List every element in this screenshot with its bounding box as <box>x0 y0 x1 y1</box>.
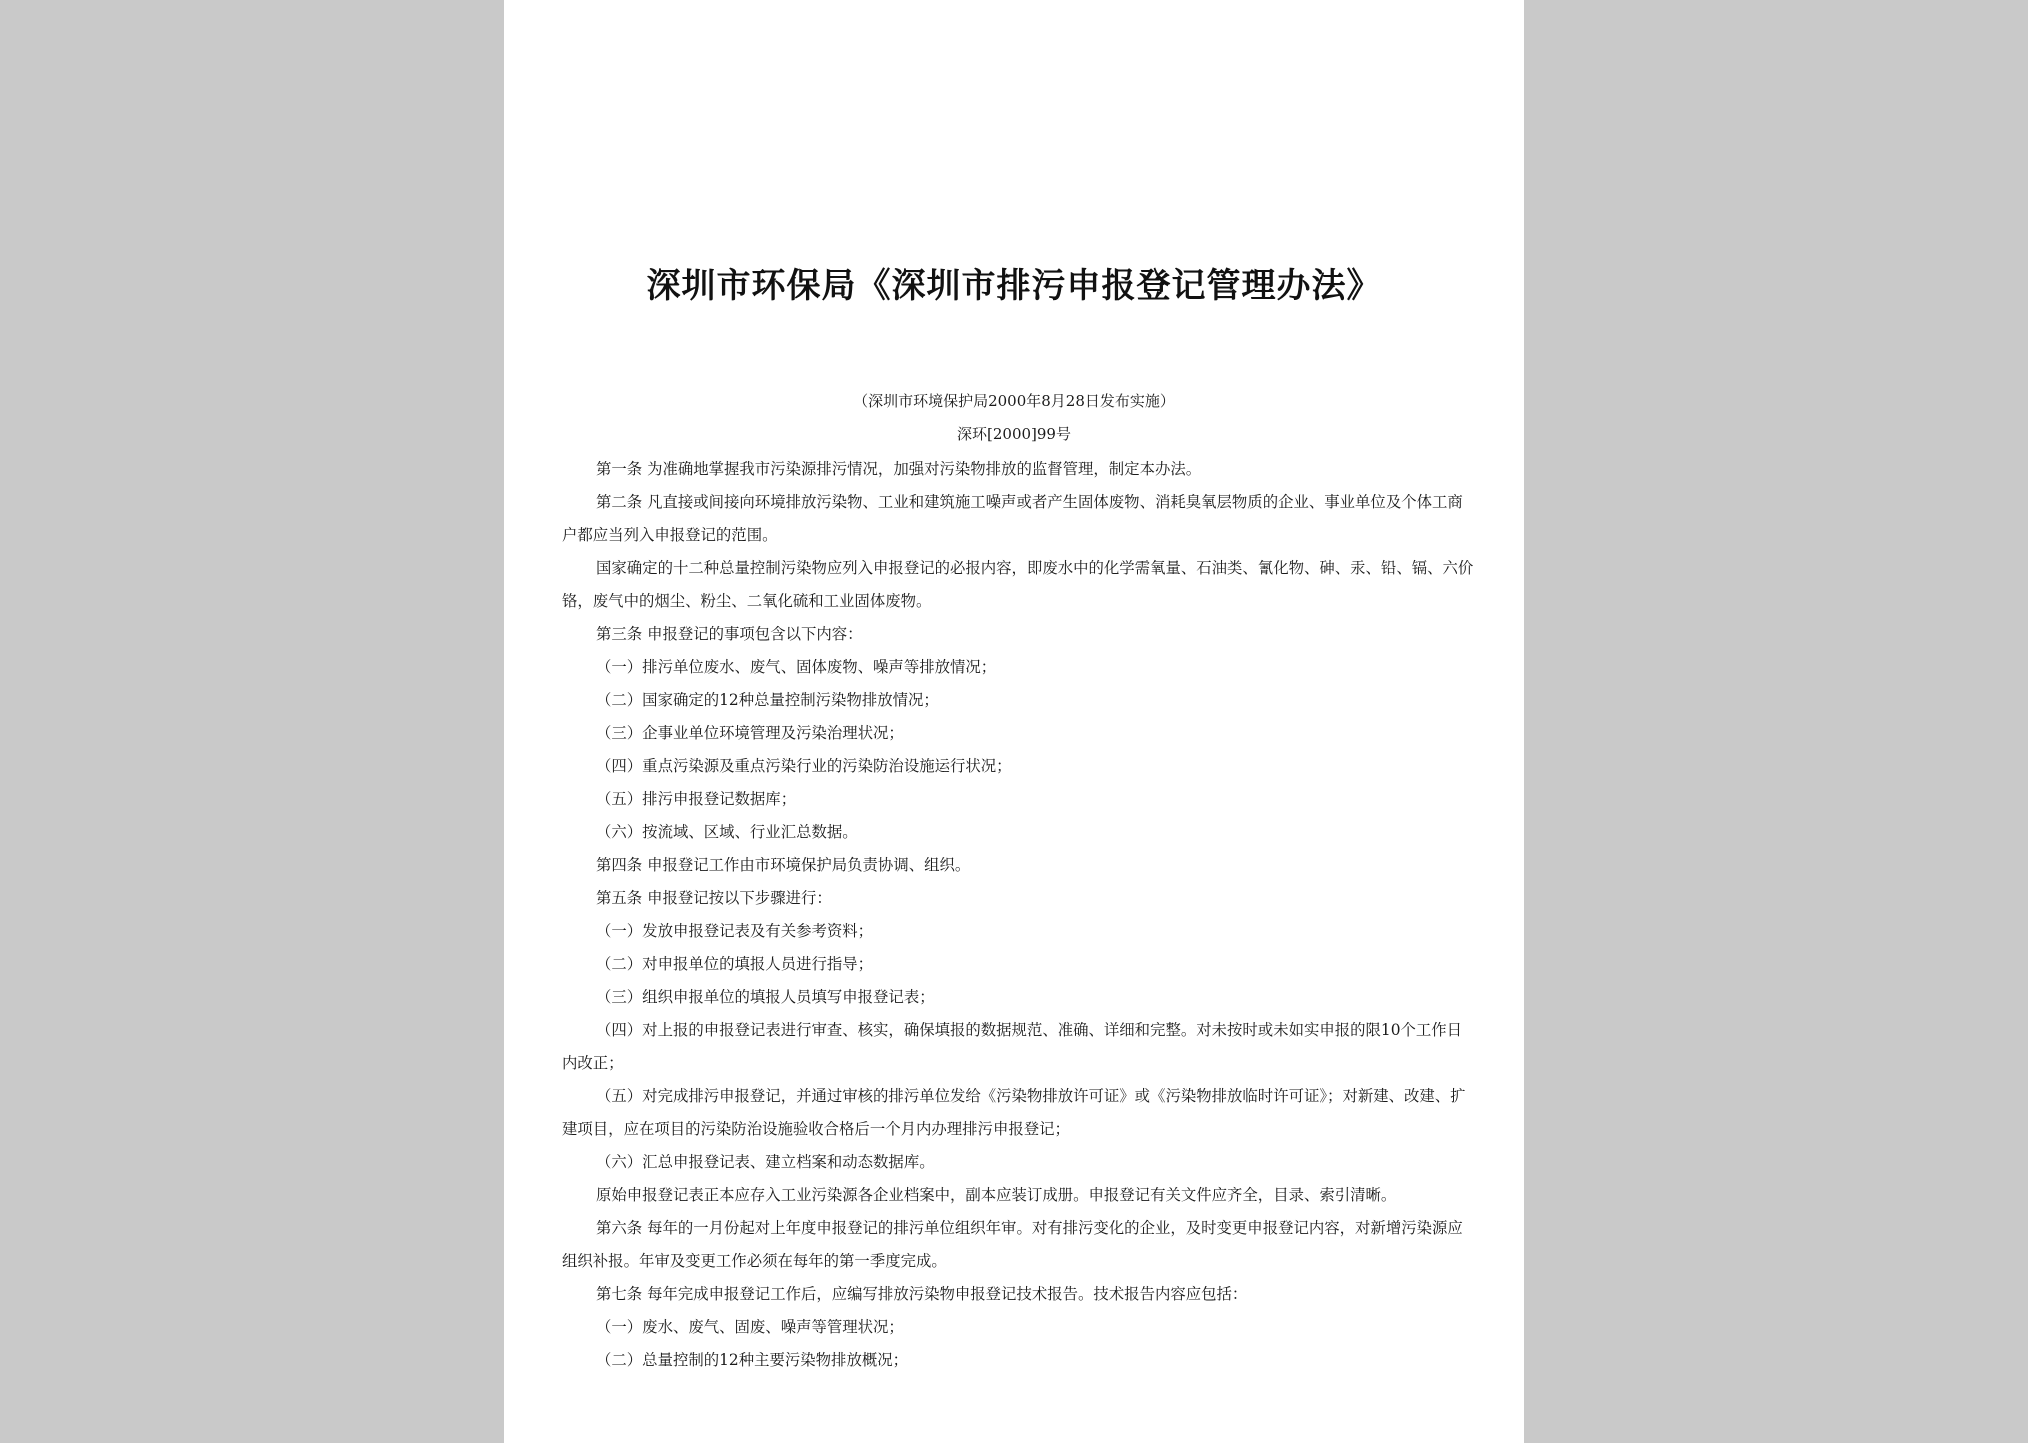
list-item: （五）对完成排污申报登记，并通过审核的排污单位发给《污染物排放许可证》或《污染物排放临时许可证》；对新建、改建、扩建项目，应在项目的污染防治设施验收合格后一个月内办理排污申报登记； <box>562 1087 1466 1138</box>
document-title: 深圳市环保局《深圳市排污申报登记管理办法》 <box>646 266 1382 306</box>
list-item: （一）排污单位废水、废气、固体废物、噪声等排放情况； <box>596 658 997 676</box>
paragraph-article-1: 第一条 为准确地掌握我市污染源排污情况，加强对污染物排放的监督管理，制定本办法。 <box>596 460 1202 478</box>
list-item: （三）组织申报单位的填报人员填写申报登记表； <box>596 988 935 1006</box>
list-item: （五）排污申报登记数据库； <box>596 790 797 808</box>
paragraph-article-2: 第二条 凡直接或间接向环境排放污染物、工业和建筑施工噪声或者产生固体废物、消耗臭氧层物质的企业、事业单位及个体工商户都应当列入申报登记的范围。 <box>562 493 1463 544</box>
paragraph-article-3: 第三条 申报登记的事项包含以下内容： <box>596 625 863 643</box>
list-item: （二）总量控制的12种主要污染物排放概况； <box>596 1351 909 1369</box>
paragraph-archive: 原始申报登记表正本应存入工业污染源各企业档案中，副本应装订成册。申报登记有关文件应齐全，目录、索引清晰。 <box>596 1186 1397 1204</box>
paragraph-pollutants: 国家确定的十二种总量控制污染物应列入申报登记的必报内容，即废水中的化学需氧量、石油类、氰化物、砷、汞、铅、镉、六价铬，废气中的烟尘、粉尘、二氧化硫和工业固体废物。 <box>562 559 1474 610</box>
list-item: （四）重点污染源及重点污染行业的污染防治设施运行状况； <box>596 757 1012 775</box>
list-item: （二）国家确定的12种总量控制污染物排放情况； <box>596 691 939 709</box>
list-item: （一）废水、废气、固废、噪声等管理状况； <box>596 1318 904 1336</box>
paragraph-article-5: 第五条 申报登记按以下步骤进行： <box>596 889 832 907</box>
issued-note: （深圳市环境保护局2000年8月28日发布实施） <box>853 392 1175 410</box>
list-item: （三）企事业单位环境管理及污染治理状况； <box>596 724 904 742</box>
paragraph-article-4: 第四条 申报登记工作由市环境保护局负责协调、组织。 <box>596 856 971 874</box>
document-number: 深环[2000]99号 <box>957 425 1071 443</box>
list-item: （六）按流域、区域、行业汇总数据。 <box>596 823 858 841</box>
list-item: （二）对申报单位的填报人员进行指导； <box>596 955 874 973</box>
list-item: （一）发放申报登记表及有关参考资料； <box>596 922 874 940</box>
document-page <box>504 0 1524 1443</box>
list-item: （六）汇总申报登记表、建立档案和动态数据库。 <box>596 1153 935 1171</box>
document-body <box>562 453 1474 1377</box>
paragraph-article-6: 第六条 每年的一月份起对上年度申报登记的排污单位组织年审。对有排污变化的企业，及时变更申报登记内容，对新增污染源应组织补报。年审及变更工作必须在每年的第一季度完成。 <box>562 1219 1463 1270</box>
paragraph-article-7: 第七条 每年完成申报登记工作后，应编写排放污染物申报登记技术报告。技术报告内容应包括： <box>596 1285 1248 1303</box>
list-item: （四）对上报的申报登记表进行审查、核实，确保填报的数据规范、准确、详细和完整。对未按时或未如实申报的限10个工作日内改正； <box>562 1021 1463 1072</box>
